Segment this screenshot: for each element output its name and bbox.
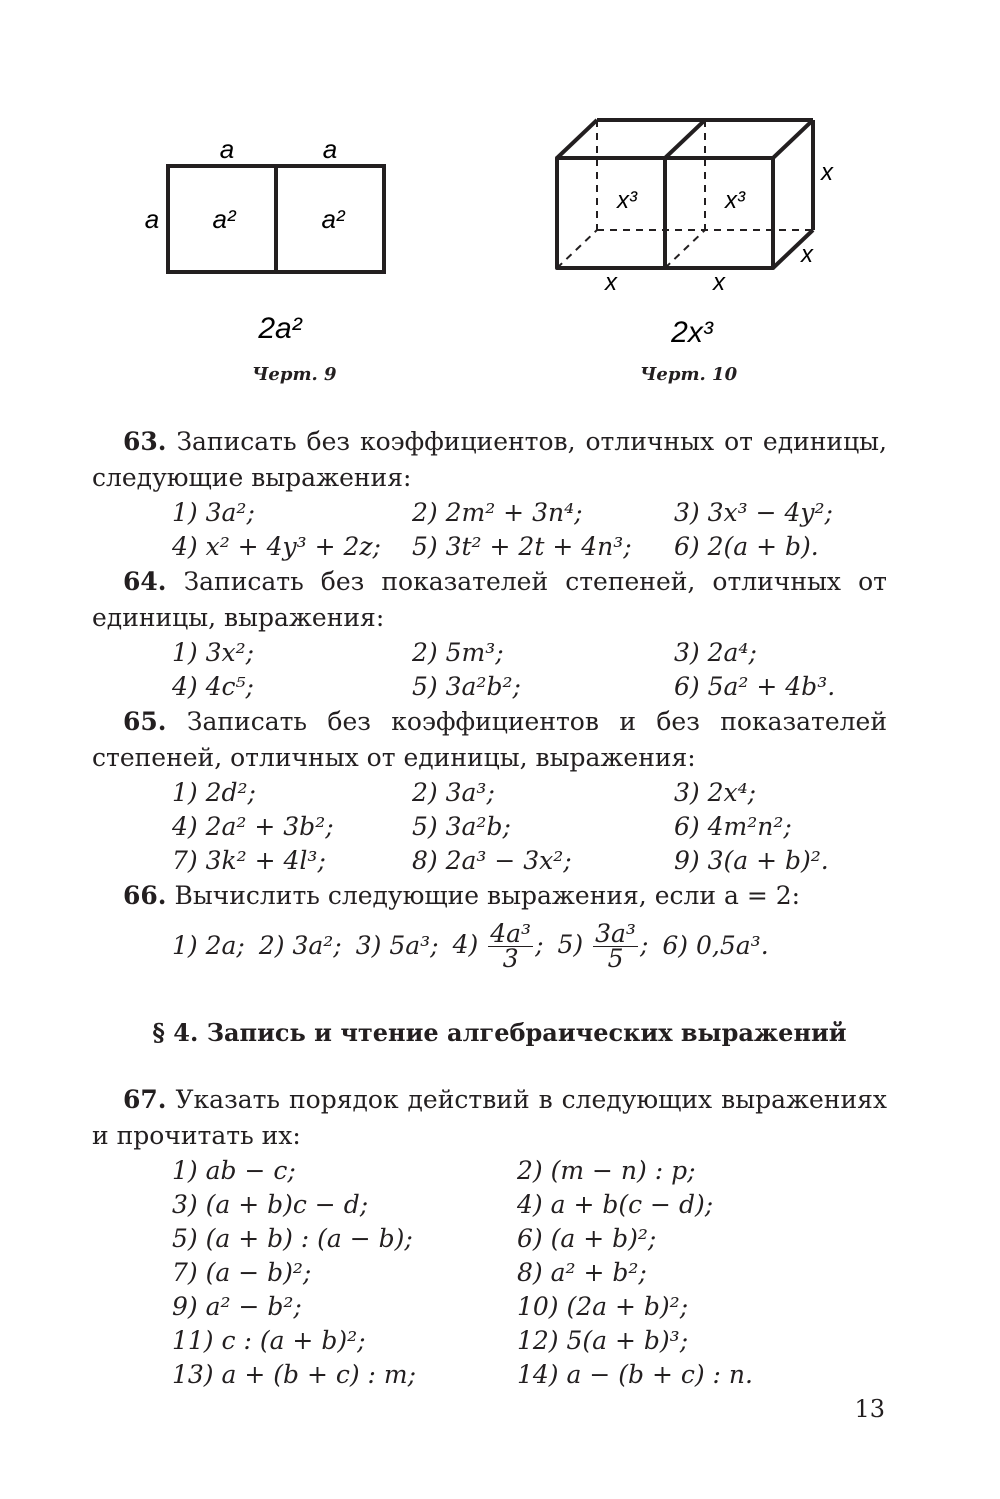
problem-64-item-3: 3) 2a⁴; (674, 638, 757, 667)
fig10-cell-2: x³ (725, 187, 745, 214)
problem-64-item-5: 5) 3a²b²; (412, 672, 521, 701)
problem-66-text: Вычислить следующие выражения, если a = 2: (174, 881, 801, 910)
problem-67-text: Указать порядок действий в следующих выражениях и прочитать их: (92, 1085, 887, 1150)
problem-64-item-6: 6) 5a² + 4b³. (674, 672, 836, 701)
section-heading: § 4. Запись и чтение алгебраических выражений (152, 1018, 847, 1047)
problem-64-text: Записать без показателей степеней, отличных от единицы, выражения: (92, 567, 887, 632)
problem-66-item-5-denominator: 5 (607, 943, 624, 973)
problem-67-item-3: 3) (a + b)c − d; (172, 1190, 369, 1219)
fig10-edge-label-width-1: x (605, 269, 617, 296)
fig9-formula: 2a² (258, 312, 302, 345)
problem-65-item-2: 2) 3a³; (412, 778, 495, 807)
problem-64-number: 64. (123, 567, 167, 596)
problem-66-statement (92, 878, 887, 914)
problem-63-statement (92, 424, 887, 496)
problem-65-item-1: 1) 2d²; (172, 778, 256, 807)
problem-65-item-7: 7) 3k² + 4l³; (172, 846, 326, 875)
problem-67-statement (92, 1082, 887, 1154)
problem-64-item-1: 1) 3x²; (172, 638, 255, 667)
figure-10 (545, 110, 855, 360)
problem-65-text: Записать без коэффициентов и без показателей степеней, отличных от единицы, выражения: (92, 707, 887, 772)
problem-67 (92, 1082, 887, 1392)
problem-63-item-5: 5) 3t² + 2t + 4n³; (412, 532, 632, 561)
problem-63-item-1: 1) 3a²; (172, 498, 255, 527)
problem-67-item-9: 9) a² − b²; (172, 1292, 302, 1321)
problem-66-item-6: 6) 0,5a³. (662, 931, 769, 960)
problem-67-item-7: 7) (a − b)²; (172, 1258, 312, 1287)
problem-66-item-4-fraction (488, 918, 533, 973)
problem-64-items (92, 636, 887, 704)
problem-66-item-2: 2) 3a²; (258, 931, 342, 960)
figure-9-drawing (130, 130, 410, 360)
problem-65-statement (92, 704, 887, 776)
problem-66-item-3: 3) 5a³; (355, 931, 439, 960)
fig10-cell-1: x³ (617, 187, 637, 214)
figure-10-drawing (545, 110, 855, 360)
problem-67-number: 67. (123, 1085, 167, 1114)
problem-64-item-4: 4) 4c⁵; (172, 672, 254, 701)
fig10-edge-label-depth: x (801, 241, 813, 268)
problem-64 (92, 564, 887, 704)
problem-65-item-5: 5) 3a²b; (412, 812, 511, 841)
problem-66-item-5-numerator: 3a³ (595, 918, 636, 948)
problem-67-item-13: 13) a + (b + c) : m; (172, 1360, 417, 1389)
problem-67-item-5: 5) (a + b) : (a − b); (172, 1224, 413, 1253)
fig9-cell-1: a² (212, 204, 236, 234)
problem-63-number: 63. (123, 427, 167, 456)
problem-65-items (92, 776, 887, 878)
problem-65-item-8: 8) 2a³ − 3x²; (412, 846, 572, 875)
fig9-caption: Черт. 9 (252, 364, 337, 385)
problem-63-item-6: 6) 2(a + b). (674, 532, 819, 561)
page-number: 13 (854, 1395, 885, 1423)
problem-63-items (92, 496, 887, 564)
problem-65-item-6: 6) 4m²n²; (674, 812, 792, 841)
problem-63-text: Записать без коэффициентов, отличных от единицы, следующие выражения: (92, 427, 887, 492)
problem-66-item-4-denominator: 3 (502, 943, 519, 973)
problem-66-item-1: 1) 2a; (172, 931, 245, 960)
problem-67-items (92, 1154, 887, 1392)
problem-63-item-4: 4) x² + 4y³ + 2z; (172, 532, 381, 561)
problem-65-item-4: 4) 2a² + 3b²; (172, 812, 334, 841)
problem-67-item-11: 11) c : (a + b)²; (172, 1326, 366, 1355)
problem-65-item-9: 9) 3(a + b)². (674, 846, 829, 875)
problem-66-item-4-tail: ; (535, 929, 544, 959)
problem-64-item-2: 2) 5m³; (412, 638, 504, 667)
fig10-edge-label-width-2: x (713, 269, 725, 296)
fig9-top-label-2: a (322, 134, 338, 164)
problem-67-item-4: 4) a + b(c − d); (517, 1190, 714, 1219)
problem-66-item-5-tail: ; (639, 929, 649, 959)
problem-66 (92, 878, 887, 978)
fig9-cell-2: a² (321, 204, 345, 234)
problem-66-item-4-numerator: 4a³ (490, 918, 532, 948)
problem-67-item-2: 2) (m − n) : p; (517, 1156, 696, 1185)
problem-67-item-8: 8) a² + b²; (517, 1258, 647, 1287)
problem-66-number: 66. (123, 881, 167, 910)
problem-65 (92, 704, 887, 878)
fig9-side-label: a (144, 204, 160, 234)
problem-65-number: 65. (123, 707, 167, 736)
problem-66-item-4 (452, 918, 544, 973)
problem-67-item-12: 12) 5(a + b)³; (517, 1326, 689, 1355)
fig10-caption: Черт. 10 (640, 364, 738, 385)
problem-63-item-2: 2) 2m² + 3n⁴; (412, 498, 583, 527)
problem-63-item-3: 3) 3x³ − 4y²; (674, 498, 833, 527)
problem-65-item-3: 3) 2x⁴; (674, 778, 757, 807)
problem-64-statement (92, 564, 887, 636)
problem-66-item-5-fraction (593, 918, 638, 973)
problem-67-item-6: 6) (a + b)²; (517, 1224, 657, 1253)
figure-9 (130, 130, 410, 360)
problem-67-item-1: 1) ab − c; (172, 1156, 296, 1185)
fig10-edge-label-height: x (821, 159, 833, 186)
problem-67-item-14: 14) a − (b + c) : n. (517, 1360, 753, 1389)
problem-66-item-5-label: 5) (557, 929, 584, 959)
problem-66-item-5 (557, 918, 649, 973)
fig9-top-label-1: a (219, 134, 235, 164)
problem-66-item-4-label: 4) (452, 929, 479, 959)
fig10-formula: 2x³ (671, 316, 713, 349)
problem-66-items (92, 914, 887, 978)
problem-67-item-10: 10) (2a + b)²; (517, 1292, 689, 1321)
problem-63 (92, 424, 887, 564)
